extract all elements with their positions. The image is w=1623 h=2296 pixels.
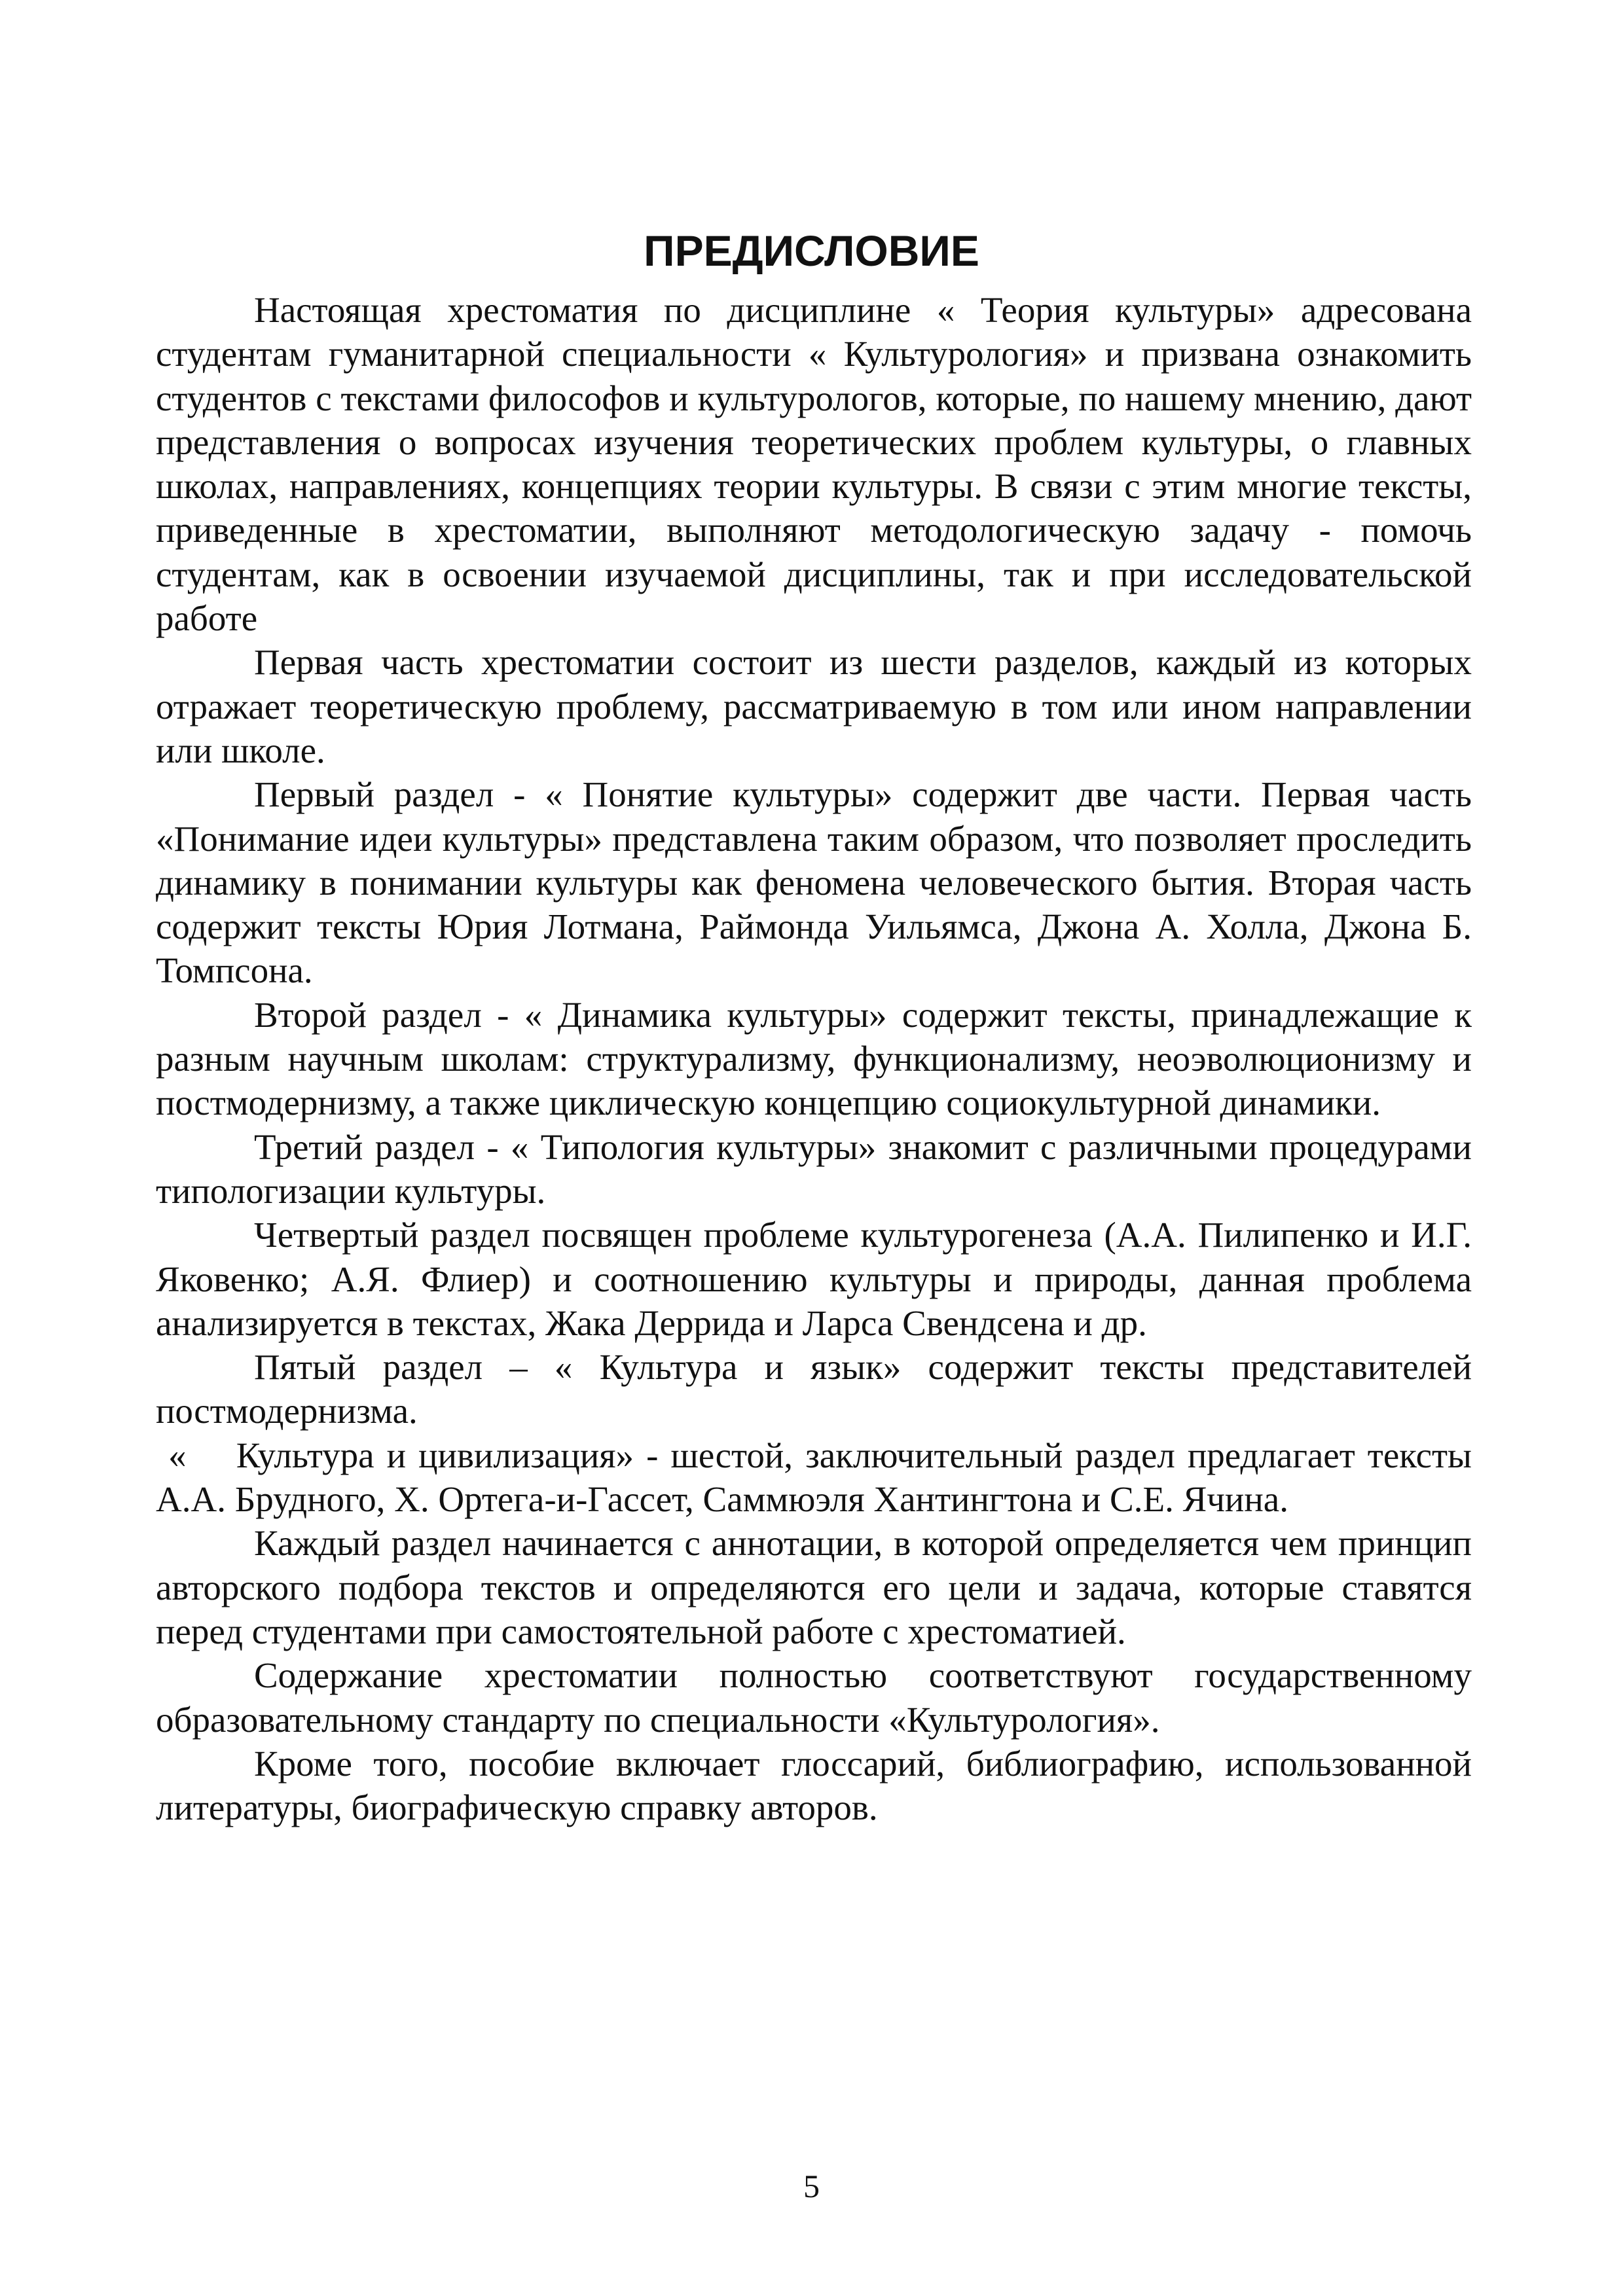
paragraph-section-6: « Культура и цивилизация» - шестой, заключительный раздел предлагает тексты А.А. Брудного, Х. Ортега-и-Гассет, Саммюэля Хантингтона и С.Е. Ячина. [156,1435,1481,1520]
paragraph-section-3: Третий раздел - « Типология культуры» знакомит с различными процедурами типологизации культуры. [156,1126,1472,1211]
paragraph-section-4: Четвертый раздел посвящен проблеме культурогенеза (А.А. Пилипенко и И.Г. Яковенко; А.Я. Флиер) и соотношению культуры и природы, данная проблема анализируется в текстах, Жака Деррида и Ларса Свендсена и др. [156,1215,1472,1343]
paragraph-section-5: Пятый раздел – « Культура и язык» содержит тексты представителей постмодернизма. [156,1347,1472,1431]
paragraph-structure: Первая часть хрестоматии состоит из шести разделов, каждый из которых отражает теоретическую проблему, рассматриваемую в том или ином направлении или школе. [156,642,1472,770]
paragraph-appendix: Кроме того, пособие включает глоссарий, библиографию, использованной литературы, биографическую справку авторов. [156,1743,1472,1828]
paragraph-section-1: Первый раздел - « Понятие культуры» содержит две части. Первая часть «Понимание идеи культуры» представлена таким образом, что позволяет проследить динамику в понимании культуры как феномена человеческого бытия. Вторая часть содержит тексты Юрия Лотмана, Раймонда Уильямса, Джона А. Холла, Джона Б. Томпсона. [156,774,1472,991]
paragraph-intro: Настоящая хрестоматия по дисциплине « Теория культуры» адресована студентам гуманитарной специальности « Культурология» и призвана ознакомить студентов с текстами философов и культурологов, которые, по нашему мнению, дают представления о вопросах изучения теоретических проблем культуры, о главных школах, направлениях, концепциях теории культуры. В связи с этим многие тексты, приведенные в хрестоматии, выполняют методологическую задачу - помочь студентам, как в освоении изучаемой дисциплины, так и при исследовательской работе [156,290,1472,639]
page-number: 5 [803,2168,820,2204]
document-body [156,288,1481,1829]
paragraph-section-2: Второй раздел - « Динамика культуры» содержит тексты, принадлежащие к разным научным школам: структурализму, функционализму, неоэволюционизму и постмодернизму, а также циклическую концепцию социокультурной динамики. [156,994,1472,1123]
page-title: ПРЕДИСЛОВИЕ [644,226,979,275]
paragraph-annotations: Каждый раздел начинается с аннотации, в которой определяется чем принцип авторского подбора текстов и определяются его цели и задача, которые ставятся перед студентами при самостоятельной работе с хрестоматией. [156,1523,1472,1651]
paragraph-standard: Содержание хрестоматии полностью соответствуют государственному образовательному стандарту по специальности «Культурология». [156,1655,1472,1740]
